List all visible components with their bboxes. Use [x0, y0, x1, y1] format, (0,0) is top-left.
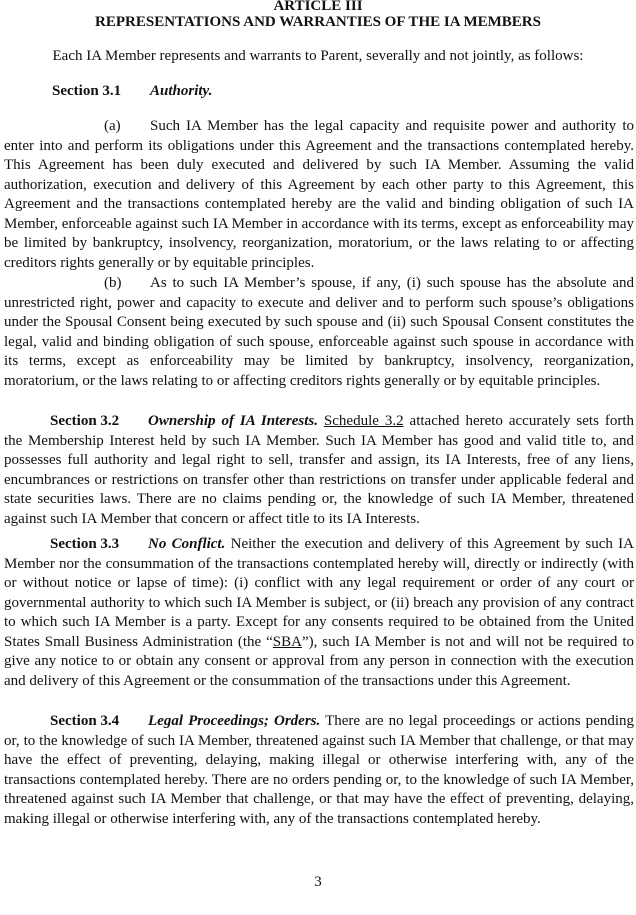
section-3-4-title: Legal Proceedings; Orders. [148, 713, 321, 729]
section-3-4-number: Section 3.4 [50, 713, 120, 729]
section-3-4-paragraph [4, 712, 634, 829]
section-3-3-text-a: Neither the execution and delivery of this Agreement by such IA Member nor the consummation of the transactions contemplated hereby will, directly or indirectly (with or without notice or lapse of time): (i) conflict with any legal requirement or order of any court or governmental authority to which such IA Member is subject, or (ii) breach any provision of any contract to which such IA Member is a party. Except for any consents required to be obtained from the United States Small Business Administration (the “ [4, 536, 634, 650]
section-3-1-title: Authority. [150, 83, 213, 99]
section-3-2-number: Section 3.2 [50, 413, 120, 429]
clause-label-a: (a) [104, 118, 121, 134]
section-3-2-heading [50, 413, 318, 429]
section-3-2-paragraph [4, 412, 634, 529]
section-3-3-number: Section 3.3 [50, 536, 120, 552]
section-3-3-paragraph [4, 535, 634, 691]
clause-label-b: (b) [104, 275, 122, 291]
sba-abbreviation: SBA [272, 633, 302, 650]
schedule-reference: Schedule 3.2 [323, 413, 404, 429]
section-3-3-title: No Conflict. [148, 536, 226, 552]
article-heading: ARTICLE III [273, 0, 363, 14]
section-3-1-b-paragraph [4, 274, 634, 391]
section-3-1-heading [52, 82, 213, 100]
section-3-1-number: Section 3.1 [52, 83, 122, 99]
section-3-2-text: attached hereto accurately sets forth the Membership Interest held by such IA Member. Such IA Member has good and valid title to, and possesses full authority and legal right to sell, transfer and assign, its IA Interests, free of any liens, encumbrances or restrictions on transfer other than restrictions on transfer under applicable federal and state securities laws. There are no claims pending or, the knowledge of such IA Member, threatened against such IA Member that concern or affect title to its IA Interests. [4, 413, 635, 527]
intro-text: Each IA Member represents and warrants to Parent, severally and not jointly, as follows: [52, 48, 584, 64]
article-title: REPRESENTATIONS AND WARRANTIES OF THE IA MEMBERS [95, 14, 541, 30]
page-number: 3 [314, 874, 322, 890]
section-3-4-text: There are no legal proceedings or actions pending or, to the knowledge of such IA Member, threatened against such IA Member that challenge, or that may have the effect of preventing, delaying, making illegal or otherwise interfering with, any of the transactions contemplated hereby. There are no orders pending or, to the knowledge of such IA Member, threatened against such IA Member that challenge, or that may have the effect of preventing, delaying, making illegal or otherwise interfering with, any of the transactions contemplated hereby. [4, 713, 634, 827]
section-3-3-text-b: ”), such IA Member is not and will not be required to give any notice to or obtain any consent or approval from any person in connection with the execution and delivery of this Agreement or the consummation of the transactions under this Agreement. [4, 633, 634, 689]
section-3-1-a-paragraph [4, 117, 634, 273]
section-3-3-heading [50, 536, 225, 552]
clause-a-text: Such IA Member has the legal capacity and requisite power and authority to enter into and perform its obligations under this Agreement and the transactions contemplated hereby. This Agreement has been duly executed and delivered by such IA Member. Assuming the valid authorization, execution and delivery of this Agreement by each other party to this Agreement, this Agreement and the transactions contemplated hereby are the valid and binding obligation of such IA Member, enforceable against such IA Member in accordance with its terms, except as enforceability may be limited by bankruptcy, insolvency, reorganization, moratorium, or the laws relating to or affecting creditors rights generally or by equitable principles. [4, 118, 634, 271]
section-3-4-heading [50, 713, 320, 729]
section-3-2-title: Ownership of IA Interests. [148, 413, 318, 429]
clause-b-text: As to such IA Member’s spouse, if any, (i) such spouse has the absolute and unrestricted right, power and capacity to execute and deliver and to perform such spouse’s obligations under the Spousal Consent being executed by such spouse and (ii) such Spousal Consent constitutes the legal, valid and binding obligation of such spouse, enforceable against such spouse in accordance with its terms, except as enforceability may be limited by bankruptcy, insolvency, reorganization, moratorium, or the laws relating to or affecting creditors rights generally or by equitable principles. [4, 275, 634, 389]
